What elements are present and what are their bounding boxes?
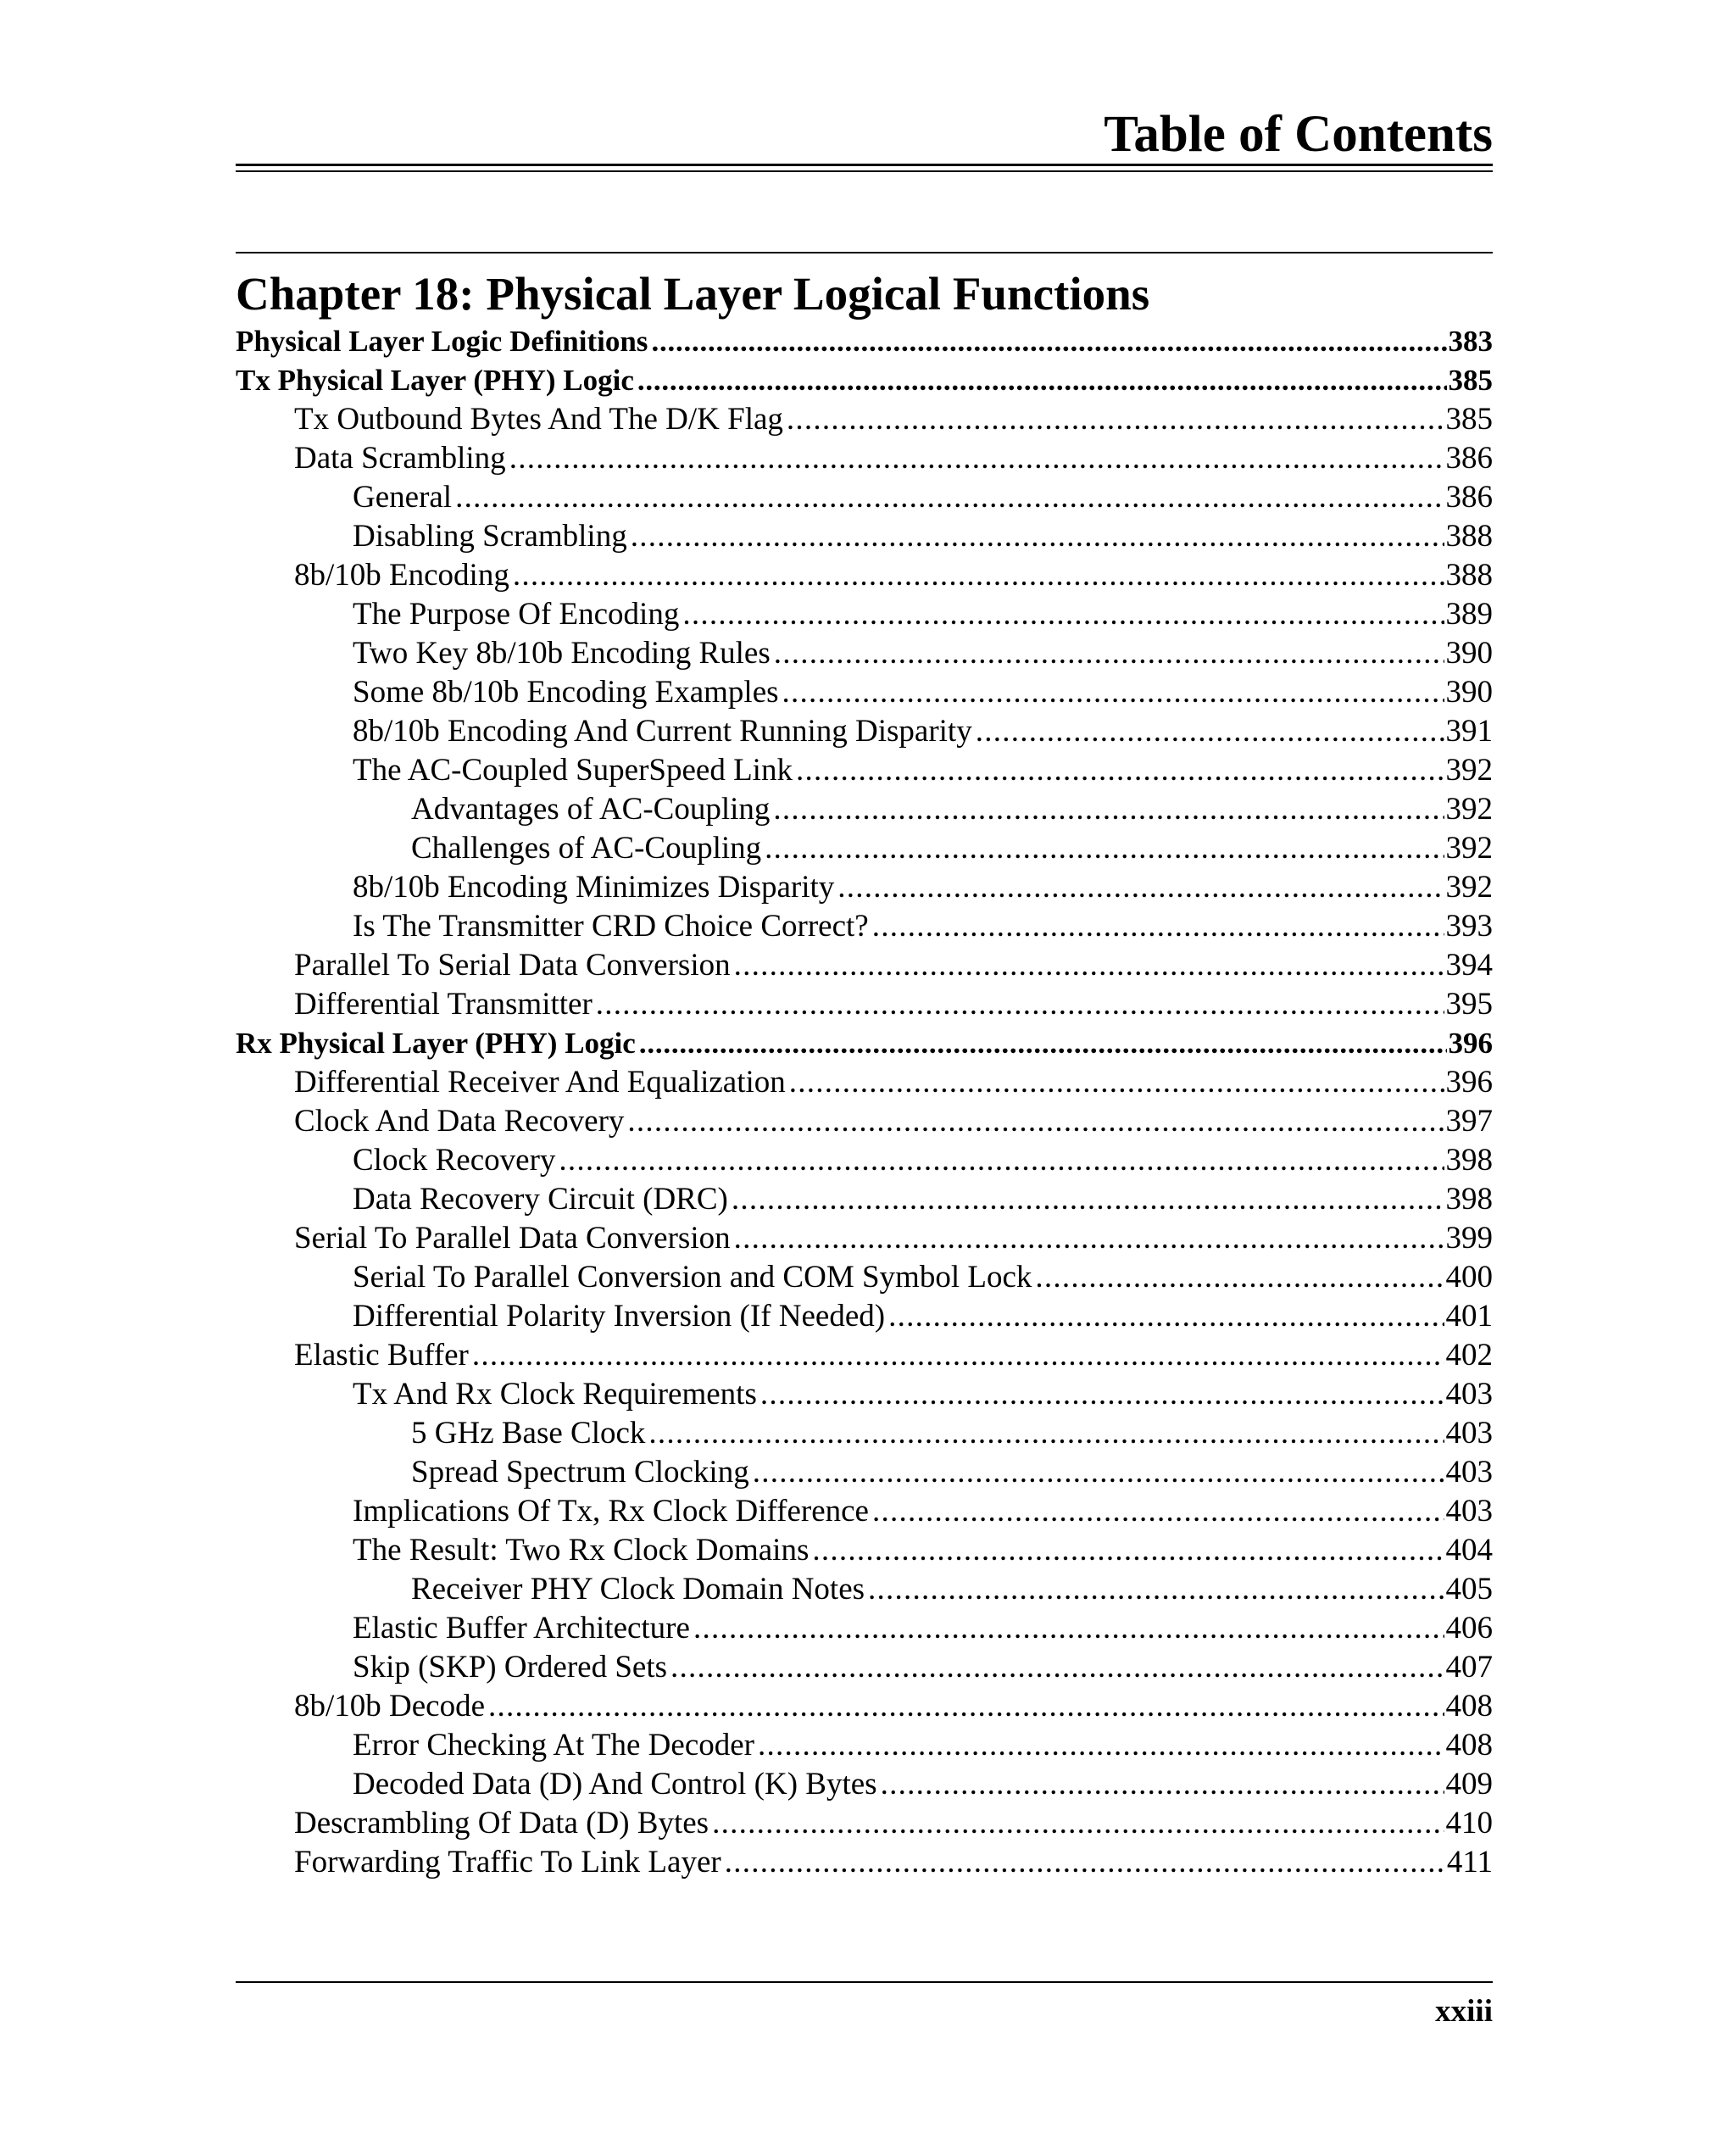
toc-entry-title: The AC-Coupled SuperSpeed Link bbox=[353, 753, 793, 788]
toc-section-entry[interactable] bbox=[236, 361, 1493, 400]
toc-entry[interactable] bbox=[236, 1102, 1493, 1141]
toc-entry-title: Differential Polarity Inversion (If Needed) bbox=[353, 1299, 886, 1334]
toc-entry-page: 392 bbox=[1445, 870, 1493, 905]
toc-dot-leader bbox=[1035, 1258, 1444, 1297]
toc-entry-page: 397 bbox=[1445, 1104, 1493, 1139]
toc-entry-title: Clock And Data Recovery bbox=[294, 1104, 625, 1139]
toc-entry-title: 5 GHz Base Clock bbox=[411, 1416, 646, 1451]
toc-dot-leader bbox=[787, 400, 1444, 439]
toc-entry[interactable] bbox=[236, 478, 1493, 517]
toc-entry-page: 392 bbox=[1445, 753, 1493, 788]
toc-entry-title: Data Recovery Circuit (DRC) bbox=[353, 1182, 728, 1217]
toc-entry-page: 408 bbox=[1445, 1728, 1493, 1763]
toc-dot-leader bbox=[488, 1687, 1444, 1726]
toc-entry-title: Spread Spectrum Clocking bbox=[411, 1455, 749, 1490]
toc-dot-leader bbox=[631, 517, 1444, 556]
toc-dot-leader bbox=[725, 1843, 1445, 1882]
toc-entry-title: Rx Physical Layer (PHY) Logic bbox=[236, 1027, 636, 1060]
toc-entry-page: 394 bbox=[1445, 948, 1493, 983]
toc-entry-title: Decoded Data (D) And Control (K) Bytes bbox=[353, 1767, 877, 1802]
toc-entry[interactable] bbox=[236, 1180, 1493, 1219]
toc-entry-title: Is The Transmitter CRD Choice Correct? bbox=[353, 909, 869, 944]
toc-dot-leader bbox=[765, 829, 1444, 868]
toc-dot-leader bbox=[789, 1063, 1444, 1102]
toc-dot-leader bbox=[758, 1726, 1444, 1765]
toc-entry-page: 395 bbox=[1445, 987, 1493, 1022]
toc-entry-page: 407 bbox=[1445, 1650, 1493, 1685]
toc-entry-page: 398 bbox=[1445, 1182, 1493, 1217]
toc-entry-title: Serial To Parallel Conversion and COM Symbol Lock bbox=[353, 1260, 1032, 1295]
toc-entry-title: Descrambling Of Data (D) Bytes bbox=[294, 1806, 709, 1840]
toc-entry[interactable] bbox=[236, 868, 1493, 907]
page-number-folio: xxiii bbox=[1435, 1994, 1493, 2029]
toc-dot-leader bbox=[627, 1102, 1444, 1141]
toc-entry[interactable] bbox=[236, 946, 1493, 985]
toc-entry-title: Challenges of AC-Coupling bbox=[411, 831, 762, 866]
toc-entry[interactable] bbox=[236, 556, 1493, 595]
toc-entry-title: Disabling Scrambling bbox=[353, 519, 627, 554]
toc-dot-leader bbox=[888, 1297, 1444, 1336]
toc-entry[interactable] bbox=[236, 1219, 1493, 1258]
toc-entry[interactable] bbox=[236, 673, 1493, 712]
toc-entry-page: 385 bbox=[1445, 402, 1493, 437]
toc-entry-page: 406 bbox=[1445, 1611, 1493, 1646]
toc-entry-page: 409 bbox=[1445, 1767, 1493, 1802]
toc-entry-page: 404 bbox=[1445, 1533, 1493, 1568]
toc-entry[interactable] bbox=[236, 634, 1493, 673]
chapter-heading: Chapter 18: Physical Layer Logical Functions bbox=[236, 268, 1150, 320]
toc-dot-leader bbox=[812, 1531, 1444, 1570]
toc-entry[interactable] bbox=[236, 1492, 1493, 1531]
toc-entry[interactable] bbox=[236, 829, 1493, 868]
toc-dot-leader bbox=[868, 1570, 1444, 1609]
toc-entry-page: 391 bbox=[1445, 714, 1493, 749]
toc-entry[interactable] bbox=[236, 1765, 1493, 1804]
toc-dot-leader bbox=[976, 712, 1444, 751]
toc-entry-title: 8b/10b Encoding Minimizes Disparity bbox=[353, 870, 835, 905]
toc-dot-leader bbox=[881, 1765, 1444, 1804]
toc-entry-page: 389 bbox=[1445, 597, 1493, 632]
chapter-top-rule bbox=[236, 252, 1493, 253]
toc-entry[interactable] bbox=[236, 400, 1493, 439]
toc-entry-page: 393 bbox=[1445, 909, 1493, 944]
toc-dot-leader bbox=[455, 478, 1444, 517]
toc-entry-title: Advantages of AC-Coupling bbox=[411, 792, 771, 827]
toc-entry[interactable] bbox=[236, 1063, 1493, 1102]
toc-entry-title: Forwarding Traffic To Link Layer bbox=[294, 1845, 721, 1879]
toc-dot-leader bbox=[837, 868, 1444, 907]
toc-dot-leader bbox=[648, 1414, 1444, 1453]
toc-entry-page: 392 bbox=[1445, 831, 1493, 866]
toc-entry[interactable] bbox=[236, 751, 1493, 790]
toc-dot-leader bbox=[651, 322, 1446, 361]
toc-dot-leader bbox=[872, 907, 1444, 946]
toc-entry-title: 8b/10b Decode bbox=[294, 1689, 486, 1724]
toc-entry-page: 399 bbox=[1445, 1221, 1493, 1256]
page-title: Table of Contents bbox=[1104, 106, 1493, 163]
toc-entry-title: Skip (SKP) Ordered Sets bbox=[353, 1650, 668, 1685]
toc-entry-title: Differential Receiver And Equalization bbox=[294, 1065, 786, 1100]
toc-entry-page: 386 bbox=[1445, 441, 1493, 476]
toc-entry[interactable] bbox=[236, 1570, 1493, 1609]
toc-entry[interactable] bbox=[236, 1609, 1493, 1648]
toc-dot-leader bbox=[753, 1453, 1444, 1492]
toc-entry-page: 392 bbox=[1445, 792, 1493, 827]
toc-entry-title: Elastic Buffer bbox=[294, 1338, 469, 1373]
toc-dot-leader bbox=[872, 1492, 1444, 1531]
toc-entry[interactable] bbox=[236, 1726, 1493, 1765]
toc-dot-leader bbox=[774, 634, 1444, 673]
toc-entry-page: 408 bbox=[1445, 1689, 1493, 1724]
toc-dot-leader bbox=[712, 1804, 1444, 1843]
toc-entry-title: General bbox=[353, 480, 453, 515]
toc-entry-page: 411 bbox=[1446, 1845, 1493, 1879]
toc-entry-page: 390 bbox=[1445, 675, 1493, 710]
toc-entry[interactable] bbox=[236, 1375, 1493, 1414]
toc-entry-page: 401 bbox=[1445, 1299, 1493, 1334]
toc-entry[interactable] bbox=[236, 517, 1493, 556]
toc-entry[interactable] bbox=[236, 712, 1493, 751]
toc-entry-page: 405 bbox=[1445, 1572, 1493, 1607]
toc-entry[interactable] bbox=[236, 1258, 1493, 1297]
toc-entry[interactable] bbox=[236, 985, 1493, 1024]
toc-dot-leader bbox=[760, 1375, 1444, 1414]
toc-entry[interactable] bbox=[236, 1531, 1493, 1570]
toc-entry[interactable] bbox=[236, 1297, 1493, 1336]
toc-entry-title: Serial To Parallel Data Conversion bbox=[294, 1221, 731, 1256]
toc-entry-title: Data Scrambling bbox=[294, 441, 506, 476]
toc-entry-page: 403 bbox=[1445, 1416, 1493, 1451]
toc-entry[interactable] bbox=[236, 1687, 1493, 1726]
toc-entry-page: 396 bbox=[1445, 1065, 1493, 1100]
toc-entry-page: 385 bbox=[1448, 364, 1493, 397]
toc-entry-page: 388 bbox=[1445, 519, 1493, 554]
toc-entry-title: The Purpose Of Encoding bbox=[353, 597, 680, 632]
toc-list bbox=[236, 322, 1493, 1882]
toc-entry[interactable] bbox=[236, 1141, 1493, 1180]
toc-dot-leader bbox=[670, 1648, 1444, 1687]
toc-entry-page: 403 bbox=[1445, 1377, 1493, 1412]
toc-dot-leader bbox=[472, 1336, 1444, 1375]
toc-dot-leader bbox=[559, 1141, 1444, 1180]
toc-dot-leader bbox=[734, 946, 1444, 985]
toc-entry[interactable] bbox=[236, 1843, 1493, 1882]
toc-dot-leader bbox=[732, 1180, 1444, 1219]
toc-entry[interactable] bbox=[236, 1414, 1493, 1453]
toc-dot-leader bbox=[596, 985, 1444, 1024]
toc-entry-page: 396 bbox=[1448, 1027, 1493, 1060]
toc-dot-leader bbox=[682, 595, 1444, 634]
header-double-rule bbox=[236, 164, 1493, 172]
toc-entry[interactable] bbox=[236, 1804, 1493, 1843]
toc-entry-page: 403 bbox=[1445, 1455, 1493, 1490]
toc-entry-title: 8b/10b Encoding bbox=[294, 558, 509, 593]
toc-entry-title: Clock Recovery bbox=[353, 1143, 556, 1178]
toc-entry-page: 390 bbox=[1445, 636, 1493, 671]
toc-entry[interactable] bbox=[236, 907, 1493, 946]
toc-entry[interactable] bbox=[236, 1648, 1493, 1687]
footer-rule bbox=[236, 1981, 1493, 1983]
toc-entry-title: Elastic Buffer Architecture bbox=[353, 1611, 690, 1646]
toc-entry-title: Some 8b/10b Encoding Examples bbox=[353, 675, 779, 710]
toc-section-entry[interactable] bbox=[236, 322, 1493, 361]
toc-entry-title: Two Key 8b/10b Encoding Rules bbox=[353, 636, 771, 671]
toc-entry-page: 403 bbox=[1445, 1494, 1493, 1529]
toc-entry-title: Tx Physical Layer (PHY) Logic bbox=[236, 364, 634, 397]
toc-entry[interactable] bbox=[236, 439, 1493, 478]
toc-entry[interactable] bbox=[236, 595, 1493, 634]
toc-entry-title: Receiver PHY Clock Domain Notes bbox=[411, 1572, 865, 1607]
toc-entry[interactable] bbox=[236, 1336, 1493, 1375]
toc-dot-leader bbox=[693, 1609, 1444, 1648]
toc-entry-title: Differential Transmitter bbox=[294, 987, 593, 1022]
toc-dot-leader bbox=[639, 1024, 1447, 1063]
toc-entry-title: Tx Outbound Bytes And The D/K Flag bbox=[294, 402, 783, 437]
toc-entry-title: Tx And Rx Clock Requirements bbox=[353, 1377, 757, 1412]
toc-dot-leader bbox=[782, 673, 1444, 712]
toc-entry-page: 388 bbox=[1445, 558, 1493, 593]
toc-entry-title: Physical Layer Logic Definitions bbox=[236, 325, 648, 358]
toc-entry-page: 386 bbox=[1445, 480, 1493, 515]
toc-entry-page: 383 bbox=[1448, 325, 1493, 358]
toc-entry-page: 400 bbox=[1445, 1260, 1493, 1295]
toc-entry-page: 398 bbox=[1445, 1143, 1493, 1178]
toc-entry[interactable] bbox=[236, 790, 1493, 829]
toc-entry-title: 8b/10b Encoding And Current Running Disparity bbox=[353, 714, 972, 749]
toc-dot-leader bbox=[734, 1219, 1444, 1258]
toc-section-entry[interactable] bbox=[236, 1024, 1493, 1063]
toc-dot-leader bbox=[796, 751, 1444, 790]
toc-entry-page: 402 bbox=[1445, 1338, 1493, 1373]
toc-dot-leader bbox=[513, 556, 1444, 595]
toc-entry-title: Parallel To Serial Data Conversion bbox=[294, 948, 731, 983]
toc-entry-page: 410 bbox=[1445, 1806, 1493, 1840]
toc-dot-leader bbox=[773, 790, 1444, 829]
toc-entry-title: Error Checking At The Decoder bbox=[353, 1728, 754, 1763]
toc-dot-leader bbox=[509, 439, 1444, 478]
toc-entry[interactable] bbox=[236, 1453, 1493, 1492]
toc-entry-title: Implications Of Tx, Rx Clock Difference bbox=[353, 1494, 869, 1529]
toc-entry-title: The Result: Two Rx Clock Domains bbox=[353, 1533, 810, 1568]
toc-dot-leader bbox=[637, 361, 1447, 400]
